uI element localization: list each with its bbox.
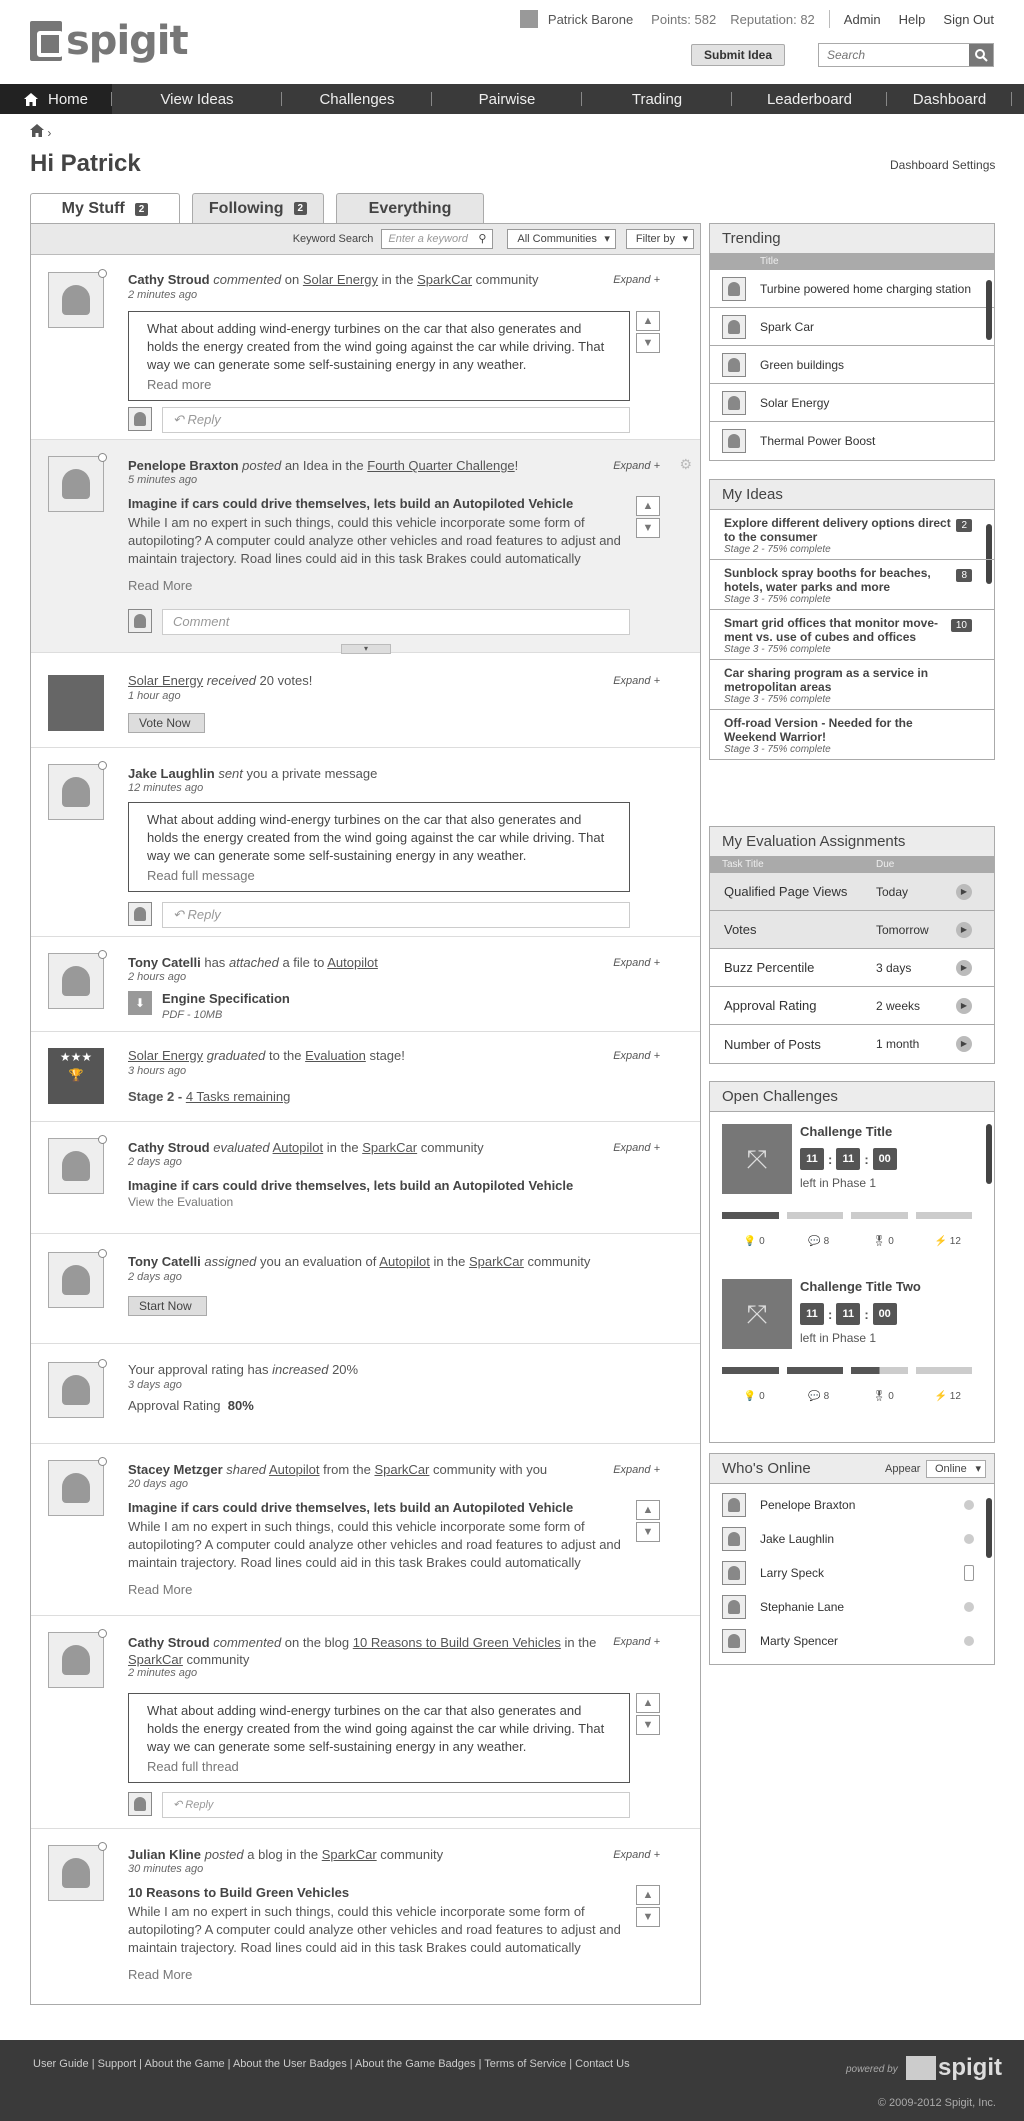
panel-title: Trending: [710, 224, 994, 254]
timestamp: 30 minutes ago: [128, 1863, 204, 1875]
count-badge: 2: [956, 519, 972, 532]
play-icon[interactable]: ▶: [956, 960, 972, 976]
lightbulb-icon: 💡: [743, 1391, 757, 1402]
read-full-message-link[interactable]: Read full message: [147, 868, 255, 883]
keyword-input[interactable]: Enter a keyword ⚲: [381, 229, 493, 249]
thumbs-down-icon[interactable]: ▼: [636, 333, 660, 353]
timestamp: 5 minutes ago: [128, 474, 198, 486]
challenge-title[interactable]: Challenge Title: [800, 1124, 893, 1139]
read-more-link[interactable]: Read More: [128, 1582, 193, 1597]
timestamp: 20 days ago: [128, 1478, 188, 1490]
thumbs-up-icon[interactable]: ▲: [636, 1885, 660, 1905]
comment-input[interactable]: Comment: [162, 609, 630, 635]
timestamp: 2 hours ago: [128, 971, 187, 983]
idea-thumb: [722, 315, 746, 339]
nav-dashboard[interactable]: Dashboard: [887, 84, 1012, 114]
status-dot: [964, 1602, 974, 1612]
user-bar: [520, 10, 994, 28]
my-avatar: [128, 1792, 152, 1816]
thumbs-down-icon[interactable]: ▼: [636, 1522, 660, 1542]
idea-thumb: [722, 391, 746, 415]
logo-icon: [30, 21, 62, 61]
user-link[interactable]: Julian Kline: [128, 1847, 201, 1862]
thumbs-up-icon[interactable]: ▲: [636, 1693, 660, 1713]
tab-my-stuff[interactable]: My Stuff 2: [30, 193, 180, 224]
timestamp: 2 minutes ago: [128, 289, 198, 301]
avatar: [722, 1527, 746, 1551]
stage-info: Stage 2 - 4 Tasks remaining: [128, 1089, 291, 1104]
progress-segment: [722, 1367, 779, 1374]
status-dot: [98, 1359, 107, 1368]
progress-segment: [722, 1212, 779, 1219]
progress-segment: [787, 1212, 844, 1219]
expand-link[interactable]: Expand +: [613, 957, 660, 969]
appear-label: Appear: [885, 1463, 921, 1475]
thumbs-down-icon[interactable]: ▼: [636, 1907, 660, 1927]
progress-segment: [851, 1212, 908, 1219]
item-header: Cathy Stroud commented on the blog 10 Reasons to Build Green Vehicles in the SparkCar community: [128, 1635, 597, 1667]
list-item[interactable]: Jake Laughlin: [710, 1522, 994, 1556]
idea-thumb: [722, 429, 746, 453]
list-item[interactable]: Penelope Braxton: [710, 1488, 994, 1522]
blog-link[interactable]: 10 Reasons to Build Green Vehicles: [352, 1635, 561, 1650]
user-link[interactable]: Stacey Metzger: [128, 1462, 223, 1477]
vote-icon: ⚡: [934, 1391, 948, 1402]
column-header: Task Title Due: [710, 857, 994, 873]
list-item[interactable]: Sunblock spray booths for beaches, hotels, water parks and more Stage 3 - 75% complete 8: [710, 560, 994, 610]
idea-thumb: [722, 353, 746, 377]
vote-now-button[interactable]: Vote Now: [128, 713, 205, 733]
count-badge: 10: [951, 619, 972, 632]
community-link[interactable]: SparkCar: [321, 1847, 377, 1862]
expand-link[interactable]: Expand +: [613, 1050, 660, 1062]
scrollbar[interactable]: [986, 280, 992, 340]
feed-item: [31, 653, 700, 748]
status-dot: [98, 761, 107, 770]
reply-icon: ↶: [173, 1799, 186, 1811]
search-icon[interactable]: [969, 44, 993, 66]
activity-feed: [30, 223, 701, 2005]
play-icon[interactable]: ▶: [956, 998, 972, 1014]
communities-dropdown[interactable]: All Communities ▾: [507, 229, 615, 249]
spigit-logo[interactable]: spigit: [30, 18, 188, 64]
challenge-title[interactable]: Challenge Title Two: [800, 1279, 921, 1294]
table-row[interactable]: Buzz Percentile 3 days ▶: [710, 949, 994, 987]
view-evaluation-link[interactable]: View the Evaluation: [128, 1195, 234, 1209]
divider: [829, 10, 830, 28]
ideas-stat: 💡 0: [743, 1391, 765, 1402]
idea-title[interactable]: Imagine if cars could drive themselves, lets build an Autopiloted Vehicle: [128, 496, 574, 511]
timestamp: 12 minutes ago: [128, 782, 204, 794]
start-now-button[interactable]: Start Now: [128, 1296, 207, 1316]
table-row[interactable]: Approval Rating 2 weeks ▶: [710, 987, 994, 1025]
user-link[interactable]: Jake Laughlin: [128, 766, 215, 781]
timestamp: 1 hour ago: [128, 690, 181, 702]
challenge-arrows-icon: ⤧: [722, 1124, 792, 1194]
idea-title[interactable]: Imagine if cars could drive themselves, lets build an Autopiloted Vehicle: [128, 1500, 574, 1515]
comments-stat: 💬 8: [808, 1391, 830, 1402]
avatar[interactable]: [48, 1460, 104, 1516]
list-item[interactable]: Explore different delivery options direct to the consumer Stage 2 - 75% complete 2: [710, 510, 994, 560]
progress-segment: [916, 1212, 973, 1219]
avatar: [722, 1595, 746, 1619]
award-icon: 🎖: [872, 1391, 886, 1402]
progress-segment: [787, 1367, 844, 1374]
avatar: [722, 1493, 746, 1517]
footer-logo[interactable]: spigit: [906, 2054, 1002, 2082]
reply-icon: ↶: [173, 907, 188, 922]
expand-link[interactable]: Expand +: [613, 1464, 660, 1476]
list-item[interactable]: Car sharing program as a service in metropolitan areas Stage 3 - 75% complete: [710, 660, 994, 710]
logo-icon: [906, 2056, 936, 2080]
gear-icon[interactable]: ⚙: [679, 456, 692, 472]
download-icon[interactable]: ⬇: [128, 991, 152, 1015]
item-header: Solar Energy graduated to the Evaluation stage!: [128, 1048, 405, 1063]
list-item[interactable]: Green buildings: [710, 346, 994, 384]
tab-following[interactable]: Following 2: [192, 193, 324, 223]
awards-stat: 🎖 0: [872, 1391, 894, 1402]
countdown-timer: 11 : 11 : 00: [800, 1303, 897, 1325]
user-avatar[interactable]: [520, 10, 538, 28]
vote-buttons: [636, 1885, 660, 1929]
sign-out-link[interactable]: Sign Out: [943, 11, 994, 27]
list-item[interactable]: Spark Car: [710, 308, 994, 346]
expand-link[interactable]: Expand +: [613, 274, 660, 286]
feed-tabs: [30, 193, 496, 224]
lightbulb-icon: 💡: [743, 1236, 757, 1247]
awards-stat: 🎖 0: [872, 1236, 894, 1247]
user-name[interactable]: Patrick Barone: [547, 11, 634, 27]
table-row[interactable]: Qualified Page Views Today ▶: [710, 873, 994, 911]
award-icon: 🎖: [872, 1236, 886, 1247]
feed-item: [31, 256, 700, 440]
reply-input[interactable]: ↶ Reply: [162, 1792, 630, 1818]
list-item[interactable]: Turbine powered home charging station: [710, 270, 994, 308]
keyword-search-label: Keyword Search: [292, 233, 374, 245]
status-dot: [98, 269, 107, 278]
reply-input[interactable]: ↶ Reply: [162, 407, 630, 433]
nav-leaderboard[interactable]: Leaderboard: [732, 84, 887, 114]
file-size: PDF - 10MB: [162, 1009, 223, 1021]
copyright: © 2009-2012 Spigit, Inc.: [877, 2097, 996, 2109]
count-badge: 2: [135, 203, 149, 216]
thumbs-up-icon[interactable]: ▲: [636, 311, 660, 331]
avatar: [722, 1561, 746, 1585]
thumbs-up-icon[interactable]: ▲: [636, 1500, 660, 1520]
play-icon[interactable]: ▶: [956, 1036, 972, 1052]
avatar[interactable]: [48, 272, 104, 328]
help-link[interactable]: Help: [898, 11, 926, 27]
status-dot: [964, 1534, 974, 1544]
item-header: Stacey Metzger shared Autopilot from the SparkCar community with you: [128, 1462, 548, 1477]
vote-icon: ⚡: [934, 1236, 948, 1247]
search-input[interactable]: [819, 44, 969, 66]
avatar[interactable]: [48, 953, 104, 1009]
phase-progress: [722, 1212, 980, 1219]
user-reputation: Reputation: 82: [730, 11, 815, 27]
feed-item: [31, 440, 700, 653]
comments-stat: 💬 8: [808, 1236, 830, 1247]
panel-title: Who's Online Appear Online ▾: [710, 1454, 994, 1484]
idea-thumb: [722, 277, 746, 301]
admin-link[interactable]: Admin: [843, 11, 881, 27]
trophy-icon: ★★★ 🏆: [48, 1048, 104, 1104]
footer: [0, 2040, 1024, 2121]
submit-idea-button[interactable]: Submit Idea: [691, 44, 785, 66]
table-row[interactable]: Votes Tomorrow ▶: [710, 911, 994, 949]
community-link[interactable]: SparkCar: [417, 272, 473, 287]
timestamp: 2 minutes ago: [128, 1667, 198, 1679]
status-dot: [98, 1842, 107, 1851]
phase-label: left in Phase 1: [800, 1331, 877, 1345]
feed-item: [31, 1444, 700, 1616]
search-box: [818, 43, 994, 67]
read-more-link[interactable]: Read More: [128, 578, 193, 593]
tab-everything[interactable]: Everything: [336, 193, 484, 223]
reply-icon: ↶: [173, 412, 188, 427]
vote-buttons: [636, 496, 660, 540]
trending-panel: [709, 223, 995, 461]
list-item[interactable]: Off-road Version - Needed for the Weekend Warrior! Stage 3 - 75% complete: [724, 716, 913, 755]
whos-online-panel: [709, 1453, 995, 1665]
user-link[interactable]: Cathy Stroud: [128, 272, 210, 287]
avatar[interactable]: [48, 1632, 104, 1688]
community-link[interactable]: SparkCar: [468, 1254, 524, 1269]
main-nav: [0, 84, 1024, 114]
comment-icon: 💬: [808, 1391, 821, 1402]
user-link[interactable]: Penelope Braxton: [128, 458, 239, 473]
open-challenges-panel: [709, 1081, 995, 1443]
vote-buttons: [636, 1693, 660, 1737]
stage-link[interactable]: Evaluation: [305, 1048, 366, 1063]
timestamp: 2 days ago: [128, 1271, 182, 1283]
challenge-card[interactable]: [722, 1124, 987, 1264]
status-dot: [98, 1135, 107, 1144]
idea-body: While I am no expert in such things, could this vehicle incorporate some form of autopiloting? A computer could analyze other vehicles and road features to adjust and maintain trajectory. Road lines could aid in this task Brakes could automatically: [128, 1519, 621, 1570]
timestamp: 3 hours ago: [128, 1065, 187, 1077]
nav-challenges[interactable]: Challenges: [282, 84, 432, 114]
challenge-card[interactable]: [722, 1279, 987, 1419]
collapse-handle[interactable]: ▾: [341, 644, 391, 654]
challenge-arrows-icon: ⤧: [722, 1279, 792, 1349]
timestamp: 3 days ago: [128, 1379, 182, 1391]
status-dot: [964, 1636, 974, 1646]
filter-bar: [31, 224, 700, 255]
status-dot: [98, 453, 107, 462]
footer-links[interactable]: User Guide | Support | About the Game | About the User Badges | About the Game Badges | Terms of Service | Contact Us: [33, 2058, 630, 2070]
play-icon[interactable]: ▶: [956, 922, 972, 938]
my-avatar: [128, 609, 152, 633]
blog-title[interactable]: 10 Reasons to Build Green Vehicles: [128, 1885, 350, 1900]
breadcrumb-separator: ›: [47, 126, 52, 140]
page-title: Hi Patrick: [30, 150, 141, 177]
avatar[interactable]: [48, 1845, 104, 1901]
phase-label: left in Phase 1: [800, 1176, 877, 1190]
home-icon: [24, 93, 38, 106]
avatar[interactable]: [48, 1138, 104, 1194]
item-header: Penelope Braxton posted an Idea in the Fourth Quarter Challenge!: [128, 458, 519, 473]
tasks-link[interactable]: 4 Tasks remaining: [185, 1089, 291, 1104]
column-header: Title: [710, 254, 994, 270]
item-header: Tony Catelli assigned you an evaluation of Autopilot in the SparkCar community: [128, 1254, 591, 1269]
evaluation-panel: [709, 826, 995, 1064]
user-link[interactable]: Cathy Stroud: [128, 1635, 210, 1650]
challenge-link[interactable]: Fourth Quarter Challenge: [367, 458, 515, 473]
idea-link[interactable]: Autopilot: [268, 1462, 320, 1477]
mobile-icon: [964, 1565, 974, 1581]
nav-view-ideas[interactable]: View Ideas: [112, 84, 282, 114]
user-link[interactable]: Tony Catelli: [128, 1254, 201, 1269]
item-header: Julian Kline posted a blog in the SparkCar community: [128, 1847, 444, 1862]
vote-buttons: [636, 1500, 660, 1544]
breadcrumb: [30, 124, 51, 140]
list-item[interactable]: Stephanie Lane: [710, 1590, 994, 1624]
item-header: Jake Laughlin sent you a private message: [128, 766, 378, 781]
my-avatar: [128, 902, 152, 926]
user-link[interactable]: Tony Catelli: [128, 955, 201, 970]
idea-link[interactable]: Autopilot: [272, 1140, 324, 1155]
approval-rating: Approval Rating 80%: [128, 1398, 254, 1413]
home-icon[interactable]: [30, 124, 44, 137]
progress-segment: [851, 1367, 908, 1374]
count-badge: 8: [956, 569, 972, 582]
blog-body: While I am no expert in such things, could this vehicle incorporate some form of autopiloting? A computer could analyze other vehicles and road features to adjust and maintain trajectory. Road lines could aid in this task Brakes could automatically: [128, 1904, 621, 1955]
expand-link[interactable]: Expand +: [613, 675, 660, 687]
challenge-stats: [722, 1236, 980, 1247]
read-more-link[interactable]: Read More: [128, 1967, 193, 1982]
idea-body: While I am no expert in such things, could this vehicle incorporate some form of autopiloting? A computer could analyze other vehicles and road features to adjust and maintain trajectory. Road lines could aid in this task Brakes could automatically: [128, 515, 621, 566]
filter-by-dropdown[interactable]: Filter by ▾: [626, 229, 694, 249]
list-item[interactable]: Larry Speck: [710, 1556, 994, 1590]
thumbs-down-icon[interactable]: ▼: [636, 1715, 660, 1735]
nav-home[interactable]: Home: [0, 84, 112, 114]
list-item[interactable]: Thermal Power Boost: [710, 422, 994, 460]
file-name[interactable]: Engine Specification: [162, 991, 290, 1006]
timestamp: 2 days ago: [128, 1156, 182, 1168]
status-dropdown[interactable]: Online ▾: [926, 1460, 986, 1478]
reply-input[interactable]: ↶ Reply: [162, 902, 630, 928]
status-dot: [98, 1629, 107, 1638]
comment-box: What about adding wind-energy turbines on the car that also generates and holds the energy created from the wind going against the car while driving. That way we can generate some self-sustaining energy in any weather. Read more: [128, 311, 630, 401]
my-avatar: [128, 407, 152, 431]
item-header: Solar Energy received 20 votes!: [128, 673, 313, 688]
phase-progress: [722, 1367, 980, 1374]
idea-link[interactable]: Autopilot: [379, 1254, 430, 1269]
community-link[interactable]: SparkCar: [374, 1462, 430, 1477]
item-header: Cathy Stroud commented on Solar Energy in the SparkCar community: [128, 272, 539, 287]
avatar[interactable]: [48, 456, 104, 512]
nav-trading[interactable]: Trading: [582, 84, 732, 114]
challenge-stats: [722, 1391, 980, 1402]
count-badge: 2: [294, 202, 308, 215]
feed-item: [31, 937, 700, 1032]
user-points: Points: 582: [651, 11, 717, 27]
feed-item: [31, 1032, 700, 1122]
chevron-down-icon: ▾: [975, 1463, 981, 1475]
avatar[interactable]: [48, 1252, 104, 1308]
comment-box: What about adding wind-energy turbines on the car that also generates and holds the energy created from the wind going against the car while driving. That way we can generate some self-sustaining energy in any weather. Read full thread: [128, 1693, 630, 1783]
progress-segment: [916, 1367, 973, 1374]
item-header: Cathy Stroud evaluated Autopilot in the SparkCar community: [128, 1140, 484, 1155]
expand-link[interactable]: Expand +: [613, 1142, 660, 1154]
feed-item: [31, 1344, 700, 1444]
thumbs-up-icon[interactable]: ▲: [636, 496, 660, 516]
expand-link[interactable]: Expand +: [613, 1636, 660, 1648]
status-dot: [98, 950, 107, 959]
votes-stat: ⚡ 12: [934, 1391, 961, 1402]
feed-item: [31, 748, 700, 937]
list-item[interactable]: Smart grid offices that monitor move-ment vs. use of cubes and offices Stage 3 - 75% complete 10: [710, 610, 994, 660]
avatar[interactable]: [48, 1362, 104, 1418]
community-link[interactable]: SparkCar: [128, 1652, 183, 1667]
countdown-timer: 11 : 11 : 00: [800, 1148, 897, 1170]
status-dot: [964, 1500, 974, 1510]
status-dot: [98, 1249, 107, 1258]
table-row[interactable]: Number of Posts 1 month ▶: [710, 1025, 994, 1063]
panel-title: My Evaluation Assignments: [710, 827, 994, 857]
idea-link[interactable]: Solar Energy: [128, 673, 204, 688]
vote-buttons: [636, 311, 660, 355]
my-ideas-panel: [709, 479, 995, 760]
nav-pairwise[interactable]: Pairwise: [432, 84, 582, 114]
play-icon[interactable]: ▶: [956, 884, 972, 900]
idea-image[interactable]: [48, 675, 104, 731]
powered-by-label: powered by: [846, 2064, 898, 2075]
status-dot: [98, 1457, 107, 1466]
read-more-link[interactable]: Read more: [147, 377, 212, 392]
item-header: Tony Catelli has attached a file to Autopilot: [128, 955, 378, 970]
idea-link[interactable]: Solar Energy: [302, 272, 379, 287]
thumbs-down-icon[interactable]: ▼: [636, 518, 660, 538]
read-full-thread-link[interactable]: Read full thread: [147, 1759, 239, 1774]
list-item[interactable]: Solar Energy: [710, 384, 994, 422]
message-box: What about adding wind-energy turbines on the car that also generates and holds the energy created from the wind going against the car while driving. That way we can generate some self-sustaining energy in any weather. Read full message: [128, 802, 630, 892]
votes-stat: ⚡ 12: [934, 1236, 961, 1247]
feed-item: [31, 1234, 700, 1344]
avatar[interactable]: [48, 764, 104, 820]
feed-item: [31, 1829, 700, 2005]
expand-link[interactable]: Expand +: [613, 460, 660, 472]
feed-item: [31, 1122, 700, 1234]
panel-title: Open Challenges: [710, 1082, 994, 1112]
search-icon: ⚲: [478, 233, 487, 245]
idea-link[interactable]: Autopilot: [327, 955, 378, 970]
list-item[interactable]: Marty Spencer: [710, 1624, 994, 1658]
idea-link[interactable]: Solar Energy: [128, 1048, 204, 1063]
comment-icon: 💬: [808, 1236, 821, 1247]
panel-title: My Ideas: [710, 480, 994, 510]
item-header: Your approval rating has increased 20%: [128, 1362, 359, 1377]
community-link[interactable]: SparkCar: [362, 1140, 418, 1155]
expand-link[interactable]: Expand +: [613, 1849, 660, 1861]
avatar: [722, 1629, 746, 1653]
idea-title[interactable]: Imagine if cars could drive themselves, lets build an Autopiloted Vehicle: [128, 1178, 574, 1193]
user-link[interactable]: Cathy Stroud: [128, 1140, 210, 1155]
ideas-stat: 💡 0: [743, 1236, 765, 1247]
feed-item: [31, 1616, 700, 1829]
dashboard-settings-link[interactable]: Dashboard Settings: [890, 158, 996, 172]
